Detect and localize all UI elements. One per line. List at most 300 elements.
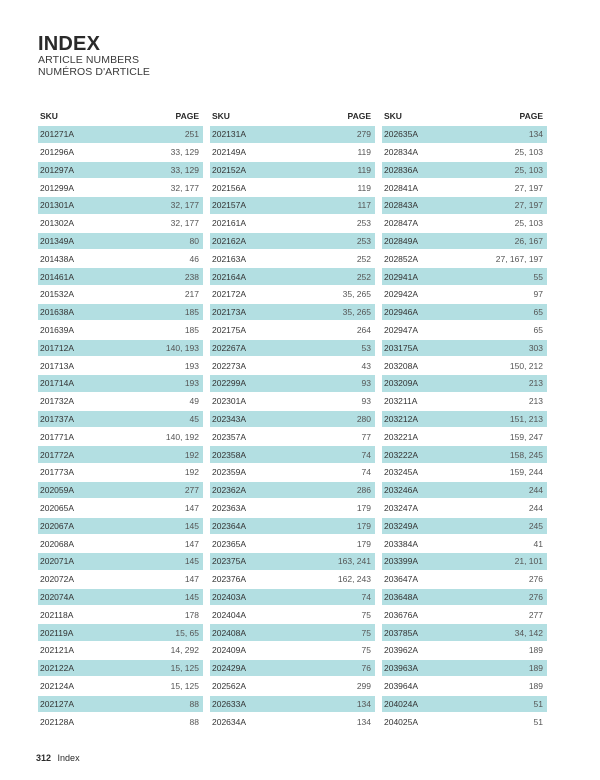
page-cell: 134	[528, 129, 543, 140]
sku-cell: 202164A	[212, 271, 247, 282]
page-cell: 75	[361, 609, 371, 620]
page-cell: 15, 125	[170, 663, 199, 674]
table-row	[210, 535, 375, 552]
column-header	[38, 108, 203, 124]
page-cell: 134	[356, 716, 371, 727]
table-row	[38, 215, 203, 232]
table-row	[38, 340, 203, 357]
page-cell: 76	[361, 663, 371, 674]
sku-cell: 202634A	[212, 716, 247, 727]
table-row	[382, 304, 547, 321]
table-row	[38, 144, 203, 161]
table-row	[210, 713, 375, 730]
table-row	[382, 607, 547, 624]
sku-cell: 203384A	[384, 538, 419, 549]
page-cell: 264	[356, 325, 371, 336]
sku-cell: 203208A	[384, 360, 419, 371]
page-cell: 41	[533, 538, 543, 549]
table-row	[210, 500, 375, 517]
page-cell: 75	[361, 627, 371, 638]
sku-cell: 203962A	[384, 645, 419, 656]
sku-cell: 202131A	[212, 129, 247, 140]
table-row	[38, 535, 203, 552]
sku-cell: 202403A	[212, 591, 247, 602]
page-cell: 53	[361, 342, 371, 353]
table-row	[382, 144, 547, 161]
sku-cell: 204025A	[384, 716, 419, 727]
page-cell: 51	[533, 716, 543, 727]
sku-cell: 203212A	[384, 414, 419, 424]
sku-cell: 202121A	[40, 645, 75, 656]
sku-cell: 201772A	[40, 449, 75, 460]
page-cell: 45	[189, 414, 199, 424]
page-cell: 33, 129	[170, 147, 199, 158]
table-row	[382, 589, 547, 606]
table-row	[38, 589, 203, 606]
table-row	[210, 678, 375, 695]
page-cell: 280	[356, 414, 371, 424]
table-row	[210, 179, 375, 196]
sku-cell: 202149A	[212, 147, 247, 158]
sku-cell: 202163A	[212, 253, 247, 264]
page-cell: 49	[189, 396, 199, 407]
table-row	[210, 144, 375, 161]
sku-cell: 202273A	[212, 360, 247, 371]
sku-cell: 202363A	[212, 502, 247, 513]
column-header	[382, 108, 547, 124]
table-row	[210, 589, 375, 606]
page-cell: 74	[361, 467, 371, 478]
index-column-3	[382, 108, 547, 731]
sku-cell: 202068A	[40, 538, 75, 549]
page-cell: 32, 177	[170, 218, 199, 229]
table-row	[210, 215, 375, 232]
table-row	[38, 464, 203, 481]
sku-cell: 203249A	[384, 520, 419, 531]
table-row	[38, 500, 203, 517]
page-cell: 32, 177	[170, 182, 199, 193]
page-cell: 134	[356, 698, 371, 709]
table-row	[382, 268, 547, 285]
sku-cell: 203247A	[384, 502, 419, 513]
page-cell: 32, 177	[170, 200, 199, 211]
table-row	[210, 571, 375, 588]
sku-cell: 202119A	[40, 627, 74, 638]
page-cell: 25, 103	[514, 218, 543, 229]
sku-cell: 202633A	[212, 698, 247, 709]
table-row	[382, 162, 547, 179]
page-cell: 93	[361, 378, 371, 389]
sku-cell: 202429A	[212, 663, 247, 674]
table-row	[382, 286, 547, 303]
sku-cell: 202118A	[40, 609, 74, 620]
table-row	[382, 500, 547, 517]
sku-cell: 202128A	[40, 716, 75, 727]
sku-cell: 203399A	[384, 556, 419, 567]
page-cell: 192	[184, 449, 199, 460]
sku-cell: 202834A	[384, 147, 419, 158]
table-row	[382, 215, 547, 232]
sku-cell: 201732A	[40, 396, 75, 407]
sku-cell: 202942A	[384, 289, 419, 300]
page-cell: 119	[357, 147, 371, 158]
table-row	[382, 518, 547, 535]
sku-cell: 202173A	[212, 307, 247, 318]
table-row	[382, 446, 547, 463]
page-cell: 77	[361, 431, 371, 442]
sku-cell: 201713A	[40, 360, 75, 371]
table-row	[210, 660, 375, 677]
table-row	[210, 411, 375, 428]
table-row	[210, 162, 375, 179]
sku-cell: 201438A	[40, 253, 75, 264]
sku-cell: 202375A	[212, 556, 247, 567]
table-row	[210, 251, 375, 268]
sku-cell: 202162A	[212, 236, 247, 247]
sku-cell: 201639A	[40, 325, 75, 336]
page-cell: 244	[528, 502, 543, 513]
sku-header: SKU	[40, 111, 58, 121]
sku-cell: 204024A	[384, 698, 419, 709]
sku-cell: 203963A	[384, 663, 419, 674]
table-row	[38, 233, 203, 250]
page-cell: 276	[528, 574, 543, 585]
sku-cell: 203246A	[384, 485, 419, 496]
page-cell: 35, 265	[342, 307, 371, 318]
table-row	[382, 482, 547, 499]
sku-cell: 202074A	[40, 591, 75, 602]
table-row	[382, 126, 547, 143]
sku-cell: 202847A	[384, 218, 419, 229]
table-row	[38, 375, 203, 392]
page-cell: 25, 103	[514, 147, 543, 158]
sku-cell: 202065A	[40, 502, 75, 513]
table-row	[38, 126, 203, 143]
table-row	[382, 429, 547, 446]
table-row	[38, 162, 203, 179]
index-column-1	[38, 108, 203, 731]
sku-cell: 201532A	[40, 289, 75, 300]
sku-cell: 201349A	[40, 236, 75, 247]
table-row	[382, 678, 547, 695]
page-header-label: PAGE	[519, 111, 543, 121]
table-row	[38, 696, 203, 713]
sku-cell: 202843A	[384, 200, 419, 211]
page-cell: 46	[189, 253, 199, 264]
table-row	[38, 286, 203, 303]
table-row	[38, 179, 203, 196]
page-cell: 277	[528, 609, 543, 620]
table-row	[210, 642, 375, 659]
sku-cell: 203209A	[384, 378, 419, 389]
table-row	[38, 429, 203, 446]
sku-cell: 202562A	[212, 680, 247, 691]
table-row	[382, 660, 547, 677]
table-row	[382, 357, 547, 374]
table-row	[38, 268, 203, 285]
sku-cell: 201461A	[40, 271, 75, 282]
sku-cell: 202404A	[212, 609, 247, 620]
table-row	[382, 624, 547, 641]
page-cell: 277	[184, 485, 199, 496]
page-cell: 193	[184, 378, 199, 389]
page-cell: 193	[184, 360, 199, 371]
page-cell: 27, 197	[514, 182, 543, 193]
subtitle-french: NUMÉROS D'ARTICLE	[38, 66, 151, 78]
table-row	[382, 642, 547, 659]
table-row	[210, 233, 375, 250]
sku-cell: 203175A	[384, 342, 419, 353]
sku-cell: 201302A	[40, 218, 75, 229]
page-cell: 253	[356, 236, 371, 247]
table-row	[210, 696, 375, 713]
page-cell: 145	[184, 556, 199, 567]
sku-cell: 202156A	[212, 182, 247, 193]
page-header-label: PAGE	[175, 111, 199, 121]
sku-cell: 203221A	[384, 431, 419, 442]
column-header	[210, 108, 375, 124]
page-cell: 244	[528, 485, 543, 496]
sku-cell: 202343A	[212, 414, 247, 424]
table-row	[210, 464, 375, 481]
page-cell: 158, 245	[509, 449, 543, 460]
table-row	[210, 429, 375, 446]
sku-cell: 202067A	[40, 520, 75, 531]
sku-cell: 202175A	[212, 325, 247, 336]
table-row	[38, 713, 203, 730]
table-row	[210, 553, 375, 570]
sku-cell: 202408A	[212, 627, 247, 638]
sku-cell: 201773A	[40, 467, 75, 478]
sku-cell: 202365A	[212, 538, 247, 549]
page-cell: 140, 193	[165, 342, 199, 353]
sku-cell: 202358A	[212, 449, 247, 460]
sku-cell: 201771A	[40, 431, 75, 442]
page-cell: 14, 292	[170, 645, 199, 656]
page-cell: 35, 265	[342, 289, 371, 300]
page-cell: 119	[357, 164, 371, 175]
table-row	[382, 696, 547, 713]
sku-cell: 201296A	[40, 147, 75, 158]
sku-cell: 202267A	[212, 342, 247, 353]
table-row	[382, 251, 547, 268]
index-column-2	[210, 108, 375, 731]
table-row	[382, 197, 547, 214]
page-cell: 25, 103	[514, 164, 543, 175]
table-row	[38, 642, 203, 659]
sku-cell: 202849A	[384, 236, 419, 247]
page-cell: 147	[184, 502, 199, 513]
page-header-label: PAGE	[347, 111, 371, 121]
table-row	[382, 322, 547, 339]
sku-cell: 202072A	[40, 574, 75, 585]
page-cell: 245	[528, 520, 543, 531]
page-cell: 74	[361, 591, 371, 602]
page-cell: 15, 125	[170, 680, 199, 691]
page-cell: 65	[533, 325, 543, 336]
page-footer	[36, 753, 80, 763]
page-cell: 21, 101	[514, 556, 543, 567]
sku-cell: 202059A	[40, 485, 75, 496]
page-cell: 145	[184, 591, 199, 602]
sku-cell: 203245A	[384, 467, 419, 478]
table-row	[38, 571, 203, 588]
page-cell: 55	[533, 271, 543, 282]
page-cell: 253	[356, 218, 371, 229]
index-table	[38, 108, 547, 731]
table-row	[382, 393, 547, 410]
sku-cell: 201299A	[40, 182, 75, 193]
sku-cell: 202301A	[212, 396, 247, 407]
sku-cell: 203964A	[384, 680, 419, 691]
page-cell: 251	[184, 129, 199, 140]
table-row	[210, 518, 375, 535]
sku-cell: 202161A	[212, 218, 247, 229]
subtitle-english: ARTICLE NUMBERS	[38, 54, 140, 66]
sku-cell: 202947A	[384, 325, 419, 336]
table-row	[210, 357, 375, 374]
page-cell: 33, 129	[170, 164, 199, 175]
page-cell: 189	[528, 645, 543, 656]
table-row	[382, 571, 547, 588]
page-cell: 189	[528, 680, 543, 691]
table-row	[382, 179, 547, 196]
sku-cell: 201712A	[40, 342, 75, 353]
page-cell: 15, 65	[175, 627, 199, 638]
sku-cell: 202124A	[40, 680, 75, 691]
table-row	[210, 286, 375, 303]
page-number: 312	[36, 753, 52, 763]
page-cell: 140, 192	[165, 431, 199, 442]
table-row	[382, 411, 547, 428]
sku-cell: 203648A	[384, 591, 419, 602]
table-row	[38, 197, 203, 214]
sku-cell: 201271A	[40, 129, 75, 140]
page-cell: 178	[184, 609, 199, 620]
table-row	[382, 535, 547, 552]
sku-cell: 202157A	[212, 200, 247, 211]
sku-cell: 202362A	[212, 485, 247, 496]
sku-cell: 202122A	[40, 663, 75, 674]
sku-cell: 203211A	[384, 396, 418, 407]
page-cell: 65	[533, 307, 543, 318]
page-cell: 252	[356, 271, 371, 282]
sku-cell: 202409A	[212, 645, 247, 656]
sku-cell: 203222A	[384, 449, 419, 460]
page-cell: 303	[528, 342, 543, 353]
page-cell: 119	[357, 182, 371, 193]
sku-cell: 202364A	[212, 520, 247, 531]
page-cell: 276	[528, 591, 543, 602]
page-cell: 185	[184, 325, 199, 336]
table-row	[38, 678, 203, 695]
page-cell: 185	[184, 307, 199, 318]
page-cell: 145	[184, 520, 199, 531]
sku-cell: 201714A	[40, 378, 75, 389]
table-row	[210, 624, 375, 641]
table-row	[210, 340, 375, 357]
page-cell: 93	[361, 396, 371, 407]
page-cell: 163, 241	[337, 556, 371, 567]
table-row	[38, 251, 203, 268]
table-row	[382, 340, 547, 357]
page-cell: 34, 142	[514, 627, 543, 638]
sku-cell: 202127A	[40, 698, 75, 709]
page-cell: 27, 167, 197	[495, 253, 543, 264]
page-cell: 147	[184, 574, 199, 585]
table-row	[38, 357, 203, 374]
table-row	[38, 393, 203, 410]
page-cell: 88	[189, 716, 199, 727]
page-cell: 117	[357, 200, 371, 211]
table-row	[210, 482, 375, 499]
table-row	[210, 304, 375, 321]
page-cell: 179	[356, 538, 371, 549]
page-cell: 192	[184, 467, 199, 478]
sku-cell: 202152A	[212, 164, 247, 175]
table-row	[210, 375, 375, 392]
sku-cell: 202359A	[212, 467, 247, 478]
page-cell: 75	[361, 645, 371, 656]
sku-cell: 201301A	[40, 200, 75, 211]
table-row	[38, 482, 203, 499]
table-row	[38, 322, 203, 339]
page-cell: 74	[361, 449, 371, 460]
table-row	[382, 553, 547, 570]
page-cell: 279	[356, 129, 371, 140]
sku-header: SKU	[212, 111, 230, 121]
sku-cell: 202635A	[384, 129, 419, 140]
table-row	[210, 446, 375, 463]
page-cell: 252	[356, 253, 371, 264]
sku-cell: 202376A	[212, 574, 247, 585]
page-cell: 147	[184, 538, 199, 549]
page-cell: 150, 212	[509, 360, 543, 371]
sku-cell: 202852A	[384, 253, 419, 264]
table-row	[38, 660, 203, 677]
page-cell: 97	[533, 289, 543, 300]
table-row	[38, 304, 203, 321]
sku-cell: 201297A	[40, 164, 75, 175]
table-row	[382, 713, 547, 730]
sku-cell: 202946A	[384, 307, 419, 318]
table-row	[210, 197, 375, 214]
table-row	[210, 268, 375, 285]
section-name: Index	[57, 753, 80, 763]
page-cell: 151, 213	[509, 414, 543, 424]
table-row	[382, 464, 547, 481]
table-row	[210, 393, 375, 410]
table-row	[38, 607, 203, 624]
sku-cell: 202841A	[384, 182, 419, 193]
sku-cell: 202071A	[40, 556, 75, 567]
table-row	[210, 322, 375, 339]
table-row	[210, 607, 375, 624]
page-cell: 299	[356, 680, 371, 691]
sku-header: SKU	[384, 111, 402, 121]
table-row	[38, 518, 203, 535]
page-cell: 217	[184, 289, 199, 300]
sku-cell: 203785A	[384, 627, 419, 638]
page-cell: 179	[356, 502, 371, 513]
sku-cell: 201638A	[40, 307, 75, 318]
page-cell: 213	[528, 396, 543, 407]
page-cell: 27, 197	[514, 200, 543, 211]
table-row	[38, 553, 203, 570]
page-header	[38, 34, 150, 78]
sku-cell: 202172A	[212, 289, 247, 300]
table-row	[38, 411, 203, 428]
